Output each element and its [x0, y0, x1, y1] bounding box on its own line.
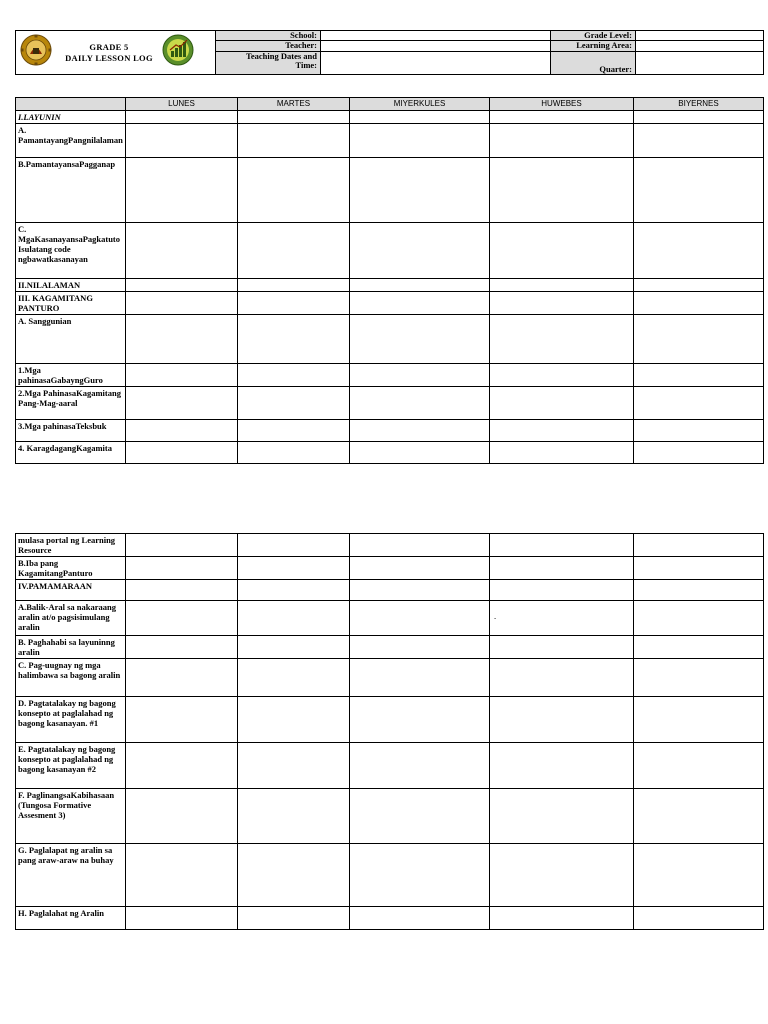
entry-cell[interactable]	[238, 111, 350, 124]
table-row	[16, 420, 764, 442]
entry-cell[interactable]	[490, 907, 634, 930]
entry-cell[interactable]	[238, 124, 350, 158]
table-row	[16, 636, 764, 659]
entry-cell[interactable]	[634, 292, 764, 315]
entry-cell[interactable]	[350, 789, 490, 844]
teacher-field[interactable]	[321, 41, 551, 52]
table-row	[16, 659, 764, 697]
chart-growth-seal-icon	[162, 34, 194, 66]
teaching-dates-label-line2: Time:	[295, 60, 317, 70]
row-label: I.LAYUNIN	[16, 111, 126, 124]
entry-cell[interactable]	[634, 387, 764, 420]
table-row	[16, 789, 764, 844]
entry-cell[interactable]	[490, 315, 634, 364]
entry-cell[interactable]	[634, 557, 764, 580]
entry-cell[interactable]	[350, 743, 490, 789]
entry-cell[interactable]	[634, 659, 764, 697]
entry-cell[interactable]	[350, 697, 490, 743]
entry-cell[interactable]	[350, 387, 490, 420]
entry-cell[interactable]	[490, 789, 634, 844]
entry-cell[interactable]	[350, 659, 490, 697]
entry-cell[interactable]	[634, 158, 764, 223]
entry-cell[interactable]	[350, 223, 490, 279]
entry-cell[interactable]	[126, 315, 238, 364]
table-row	[16, 292, 764, 315]
entry-cell[interactable]	[634, 364, 764, 387]
entry-cell[interactable]	[490, 279, 634, 292]
entry-cell[interactable]	[634, 279, 764, 292]
entry-cell[interactable]	[350, 364, 490, 387]
header-logo-cell	[16, 31, 216, 75]
entry-cell[interactable]	[126, 387, 238, 420]
entry-cell[interactable]	[490, 580, 634, 601]
entry-cell[interactable]	[126, 124, 238, 158]
entry-cell[interactable]	[490, 223, 634, 279]
entry-cell[interactable]	[634, 697, 764, 743]
entry-cell[interactable]	[238, 580, 350, 601]
entry-cell[interactable]	[490, 636, 634, 659]
entry-cell[interactable]	[634, 743, 764, 789]
day-header-row	[16, 98, 764, 111]
entry-cell[interactable]	[238, 697, 350, 743]
day-header-biyernes: BIYERNES	[634, 98, 764, 111]
row-label: A. PamantayangPangnilalaman	[16, 124, 126, 158]
quarter-label: Quarter:	[551, 52, 636, 75]
entry-cell[interactable]	[350, 557, 490, 580]
entry-cell[interactable]	[350, 601, 490, 636]
table-row	[16, 601, 764, 636]
row-label: III. KAGAMITANG PANTURO	[16, 292, 126, 315]
entry-cell[interactable]	[126, 223, 238, 279]
row-label: II.NILALAMAN	[16, 279, 126, 292]
entry-cell[interactable]	[634, 844, 764, 907]
entry-cell[interactable]	[238, 844, 350, 907]
entry-cell[interactable]	[238, 364, 350, 387]
entry-cell[interactable]	[126, 697, 238, 743]
daily-lesson-log-title: DAILY LESSON LOG	[65, 53, 153, 63]
row-label: G. Paglalapat ng aralin sa pang araw-araw na buhay	[16, 844, 126, 907]
entry-cell[interactable]	[126, 158, 238, 223]
entry-cell[interactable]	[238, 636, 350, 659]
day-header-martes: MARTES	[238, 98, 350, 111]
row-label: A. Sanggunian	[16, 315, 126, 364]
entry-cell[interactable]	[490, 292, 634, 315]
entry-cell[interactable]	[126, 292, 238, 315]
entry-cell[interactable]	[238, 279, 350, 292]
entry-cell[interactable]	[126, 420, 238, 442]
entry-cell[interactable]	[490, 124, 634, 158]
entry-cell[interactable]	[126, 580, 238, 601]
entry-cell[interactable]	[490, 364, 634, 387]
entry-cell[interactable]	[634, 907, 764, 930]
row-label: 2.Mga PahinasaKagamitang Pang-Mag-aaral	[16, 387, 126, 420]
entry-cell[interactable]	[126, 557, 238, 580]
row-label: B.Iba pang KagamitangPanturo	[16, 557, 126, 580]
row-label: IV.PAMAMARAAN	[16, 580, 126, 601]
entry-cell[interactable]	[238, 601, 350, 636]
entry-cell[interactable]	[634, 636, 764, 659]
entry-cell[interactable]	[490, 387, 634, 420]
entry-cell[interactable]	[634, 442, 764, 464]
entry-cell[interactable]	[490, 659, 634, 697]
entry-cell[interactable]	[490, 557, 634, 580]
entry-cell[interactable]	[350, 158, 490, 223]
entry-cell[interactable]	[126, 364, 238, 387]
entry-cell[interactable]	[126, 743, 238, 789]
lesson-log-table-part1	[15, 97, 764, 464]
entry-cell[interactable]	[238, 158, 350, 223]
table-row	[16, 279, 764, 292]
entry-cell[interactable]	[126, 111, 238, 124]
grade-level-field[interactable]	[636, 31, 764, 41]
entry-cell[interactable]	[634, 580, 764, 601]
entry-cell[interactable]	[350, 534, 490, 557]
quarter-field[interactable]	[636, 52, 764, 75]
entry-cell[interactable]	[350, 124, 490, 158]
entry-cell[interactable]	[350, 636, 490, 659]
entry-cell[interactable]	[126, 442, 238, 464]
entry-cell[interactable]	[490, 158, 634, 223]
entry-cell[interactable]	[238, 292, 350, 315]
entry-cell[interactable]	[350, 279, 490, 292]
entry-cell[interactable]	[126, 279, 238, 292]
day-header-lunes: LUNES	[126, 98, 238, 111]
entry-cell[interactable]	[126, 907, 238, 930]
entry-cell[interactable]	[490, 534, 634, 557]
grade-title: GRADE 5	[89, 42, 129, 52]
entry-cell[interactable]	[238, 743, 350, 789]
row-label: mulasa portal ng Learning Resource	[16, 534, 126, 557]
entry-cell[interactable]	[490, 697, 634, 743]
entry-cell[interactable]	[126, 844, 238, 907]
row-label: 3.Mga pahinasaTeksbuk	[16, 420, 126, 442]
table-row	[16, 557, 764, 580]
header-table	[15, 30, 764, 75]
entry-cell[interactable]	[238, 442, 350, 464]
entry-cell[interactable]	[126, 601, 238, 636]
stray-mark: .	[494, 611, 497, 621]
log-title	[54, 42, 164, 64]
entry-cell[interactable]	[126, 789, 238, 844]
row-label: D. Pagtatalakay ng bagong konsepto at paglalahad ng bagong kasanayan. #1	[16, 697, 126, 743]
entry-cell[interactable]	[634, 534, 764, 557]
row-label: E. Pagtatalakay ng bagong konsepto at paglalahad ng bagong kasanayan #2	[16, 743, 126, 789]
day-header-huwebes: HUWEBES	[490, 98, 634, 111]
entry-cell[interactable]	[126, 636, 238, 659]
entry-cell[interactable]	[634, 601, 764, 636]
table-row	[16, 223, 764, 279]
table-row	[16, 534, 764, 557]
entry-cell[interactable]	[238, 534, 350, 557]
row-label: H. Paglalahat ng Aralin	[16, 907, 126, 930]
teacher-label: Teacher:	[216, 41, 321, 52]
entry-cell[interactable]	[238, 789, 350, 844]
table-row	[16, 907, 764, 930]
day-header-miyerkules: MIYERKULES	[350, 98, 490, 111]
entry-cell[interactable]	[238, 387, 350, 420]
entry-cell[interactable]	[350, 315, 490, 364]
deped-seal-icon	[20, 34, 52, 66]
table-row	[16, 111, 764, 124]
table-row	[16, 158, 764, 223]
table-row	[16, 364, 764, 387]
row-label: B.PamantayansaPagganap	[16, 158, 126, 223]
entry-cell[interactable]	[634, 315, 764, 364]
lesson-log-table-part2	[15, 533, 764, 930]
entry-cell[interactable]	[238, 907, 350, 930]
teaching-dates-label	[216, 52, 321, 75]
table-row	[16, 743, 764, 789]
row-label: B. Paghahabi sa layuninng aralin	[16, 636, 126, 659]
entry-cell[interactable]	[238, 420, 350, 442]
corner-cell	[16, 98, 126, 111]
entry-cell[interactable]	[490, 442, 634, 464]
table-row	[16, 315, 764, 364]
entry-cell[interactable]	[238, 315, 350, 364]
table-row	[16, 697, 764, 743]
table-row	[16, 844, 764, 907]
entry-cell[interactable]	[490, 844, 634, 907]
entry-cell[interactable]	[126, 534, 238, 557]
learning-area-field[interactable]	[636, 41, 764, 52]
entry-cell[interactable]	[238, 659, 350, 697]
grade-level-label: Grade Level:	[551, 31, 636, 41]
table-row	[16, 387, 764, 420]
entry-cell[interactable]	[350, 292, 490, 315]
entry-cell[interactable]	[490, 601, 634, 636]
entry-cell[interactable]	[634, 124, 764, 158]
entry-cell[interactable]	[350, 420, 490, 442]
entry-cell[interactable]	[350, 907, 490, 930]
table-row	[16, 124, 764, 158]
entry-cell[interactable]	[634, 223, 764, 279]
school-field[interactable]	[321, 31, 551, 41]
entry-cell[interactable]	[634, 789, 764, 844]
entry-cell[interactable]	[350, 844, 490, 907]
teaching-dates-label-line1: Teaching Dates and	[245, 51, 317, 61]
entry-cell[interactable]	[238, 223, 350, 279]
entry-cell[interactable]	[238, 557, 350, 580]
entry-cell[interactable]	[490, 743, 634, 789]
table-row	[16, 442, 764, 464]
entry-cell[interactable]	[350, 111, 490, 124]
entry-cell[interactable]	[126, 659, 238, 697]
row-label: C. MgaKasanayansaPagkatuto Isulatang code ngbawatkasanayan	[16, 223, 126, 279]
row-label: 4. KaragdagangKagamita	[16, 442, 126, 464]
entry-cell[interactable]	[350, 580, 490, 601]
table-row	[16, 580, 764, 601]
entry-cell[interactable]	[634, 420, 764, 442]
entry-cell[interactable]	[490, 420, 634, 442]
teaching-dates-field[interactable]	[321, 52, 551, 75]
learning-area-label: Learning Area:	[551, 41, 636, 52]
entry-cell[interactable]	[350, 442, 490, 464]
row-label: A.Balik-Aral sa nakaraang aralin at/o pagsisimulang aralin	[16, 601, 126, 636]
school-label: School:	[216, 31, 321, 41]
entry-cell[interactable]	[634, 111, 764, 124]
row-label: F. PaglinangsaKabihasaan (Tungosa Formative Assesment 3)	[16, 789, 126, 844]
entry-cell[interactable]	[490, 111, 634, 124]
row-label: 1.Mga pahinasaGabayngGuro	[16, 364, 126, 387]
row-label: C. Pag-uugnay ng mga halimbawa sa bagong aralin	[16, 659, 126, 697]
